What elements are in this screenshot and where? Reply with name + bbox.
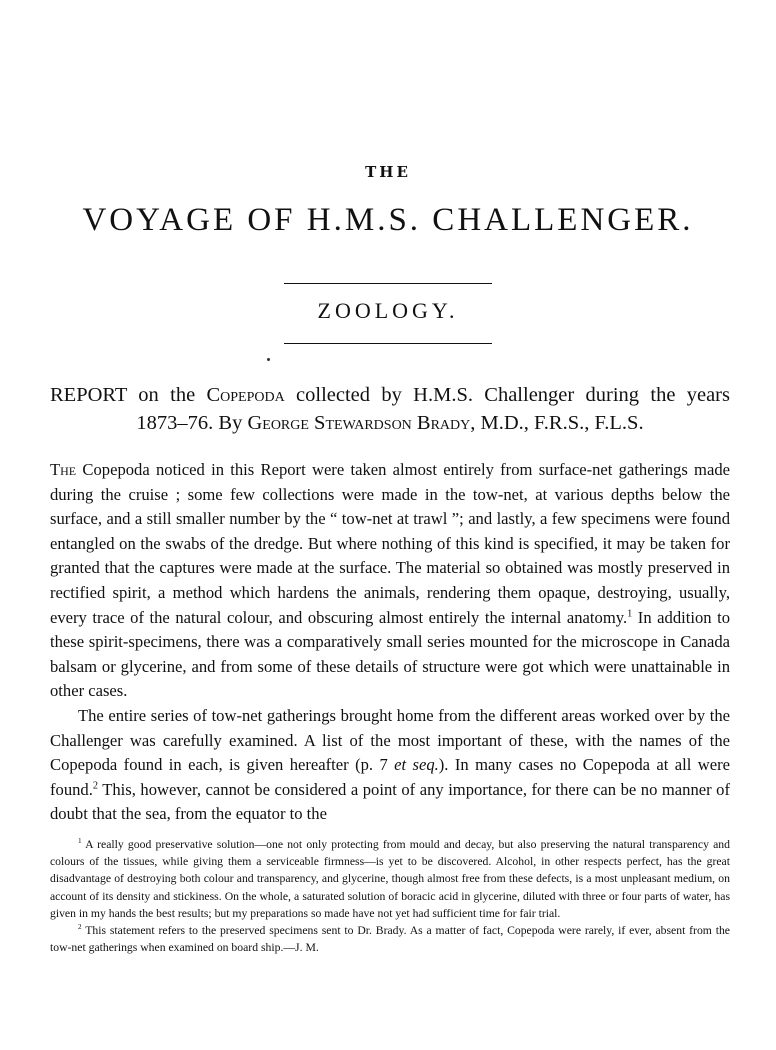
paragraph-text: ). In many cases no Copepoda at all were found. [50,755,730,799]
divider-bottom [284,343,492,344]
paragraph-2 [50,704,730,827]
body-text [50,458,730,827]
paragraph-text: Copepoda noticed in this Report were taken almost entirely from surface-net gatherings made during the cruise ; some few collections were made in the tow-net, at various depths below the surface, and a still smaller number by the “ tow-net at trawl ”; and lastly, a few specimens were found entangled on the swabs of the dredge. But where nothing of this kind is specified, it may be taken for granted that the captures were made at the surface. The material so obtained was mostly preserved in rectified spirit, a method which hardens the animals, rendering them opaque, destroying, usually, every trace of the natural colour, and obscuring almost entirely the internal anatomy. [50,460,730,627]
report-text: REPORT on the [50,384,207,406]
report-text: collected by H.M.S. Challenger during the years [284,384,730,406]
series-kicker: THE [365,163,411,181]
lead-word: The [50,460,77,479]
footnote-text: This statement refers to the preserved specimens sent to Dr. Brady. As a matter of fact, Copepoda were rarely, if ever, absent from the tow-net gatherings when examined on board ship.—J. M. [50,924,730,955]
report-years: 1873–76. By [136,412,248,434]
print-speck [267,358,270,361]
footnote-mark: 1 [78,837,82,846]
section-heading: ZOOLOGY. [317,298,459,323]
citation-italic: et seq. [394,755,439,775]
paragraph-text: This, however, cannot be considered a point of any importance, for there can be no manner of doubt that the sea, from the equator to the [50,779,730,824]
footnote-ref-2[interactable]: 2 [92,780,99,792]
report-heading-line-2 [50,409,730,437]
footnote-text: A really good preservative solution—one not only protecting from mould and decay, but also preserving the natural transparency and colours of the tissues, while giving them a serviceable firmness—is yet to be discovered. Alcohol, in other respects perfect, has the great disadvantage of destroying both colour and transparency, and glycerine, though almost free from these defects, is a most unpleasant medium, on account of its density and stickiness. On the whole, a saturated solution of boracic acid in glycerine, diluted with three or four parts of water, has given in my hands the best results; but my preparations so made have not yet had sufficient time for fair trial. [50,838,730,920]
footnote-mark: 2 [78,923,82,932]
paragraph-text: The entire series of tow-net gatherings brought home from the different areas worked over by the Challenger was carefully examined. A list of the most important of these, with the names of the Copepoda found in each, is given hereafter (p. 7 [50,705,730,775]
report-heading-line-1 [50,381,730,409]
author-credentials: , M.D., F.R.S., F.L.S. [470,412,644,434]
footnote-2 [50,922,730,956]
footnotes [50,836,730,956]
footnote-ref-1[interactable]: 1 [627,608,633,620]
divider-top [284,283,492,284]
paragraph-1 [50,458,730,704]
page-title: VOYAGE OF H.M.S. CHALLENGER. [82,202,694,238]
paragraph-text: In addition to these spirit-specimens, there was a comparatively small series mounted for the microscope in Canada balsam or glycerine, and from some of these details of structure were got which were unattainable in other cases. [50,607,730,701]
footnote-1 [50,836,730,922]
author-name: George Stewardson Brady [247,412,471,434]
report-heading [50,381,730,437]
report-subject: Copepoda [206,384,285,406]
